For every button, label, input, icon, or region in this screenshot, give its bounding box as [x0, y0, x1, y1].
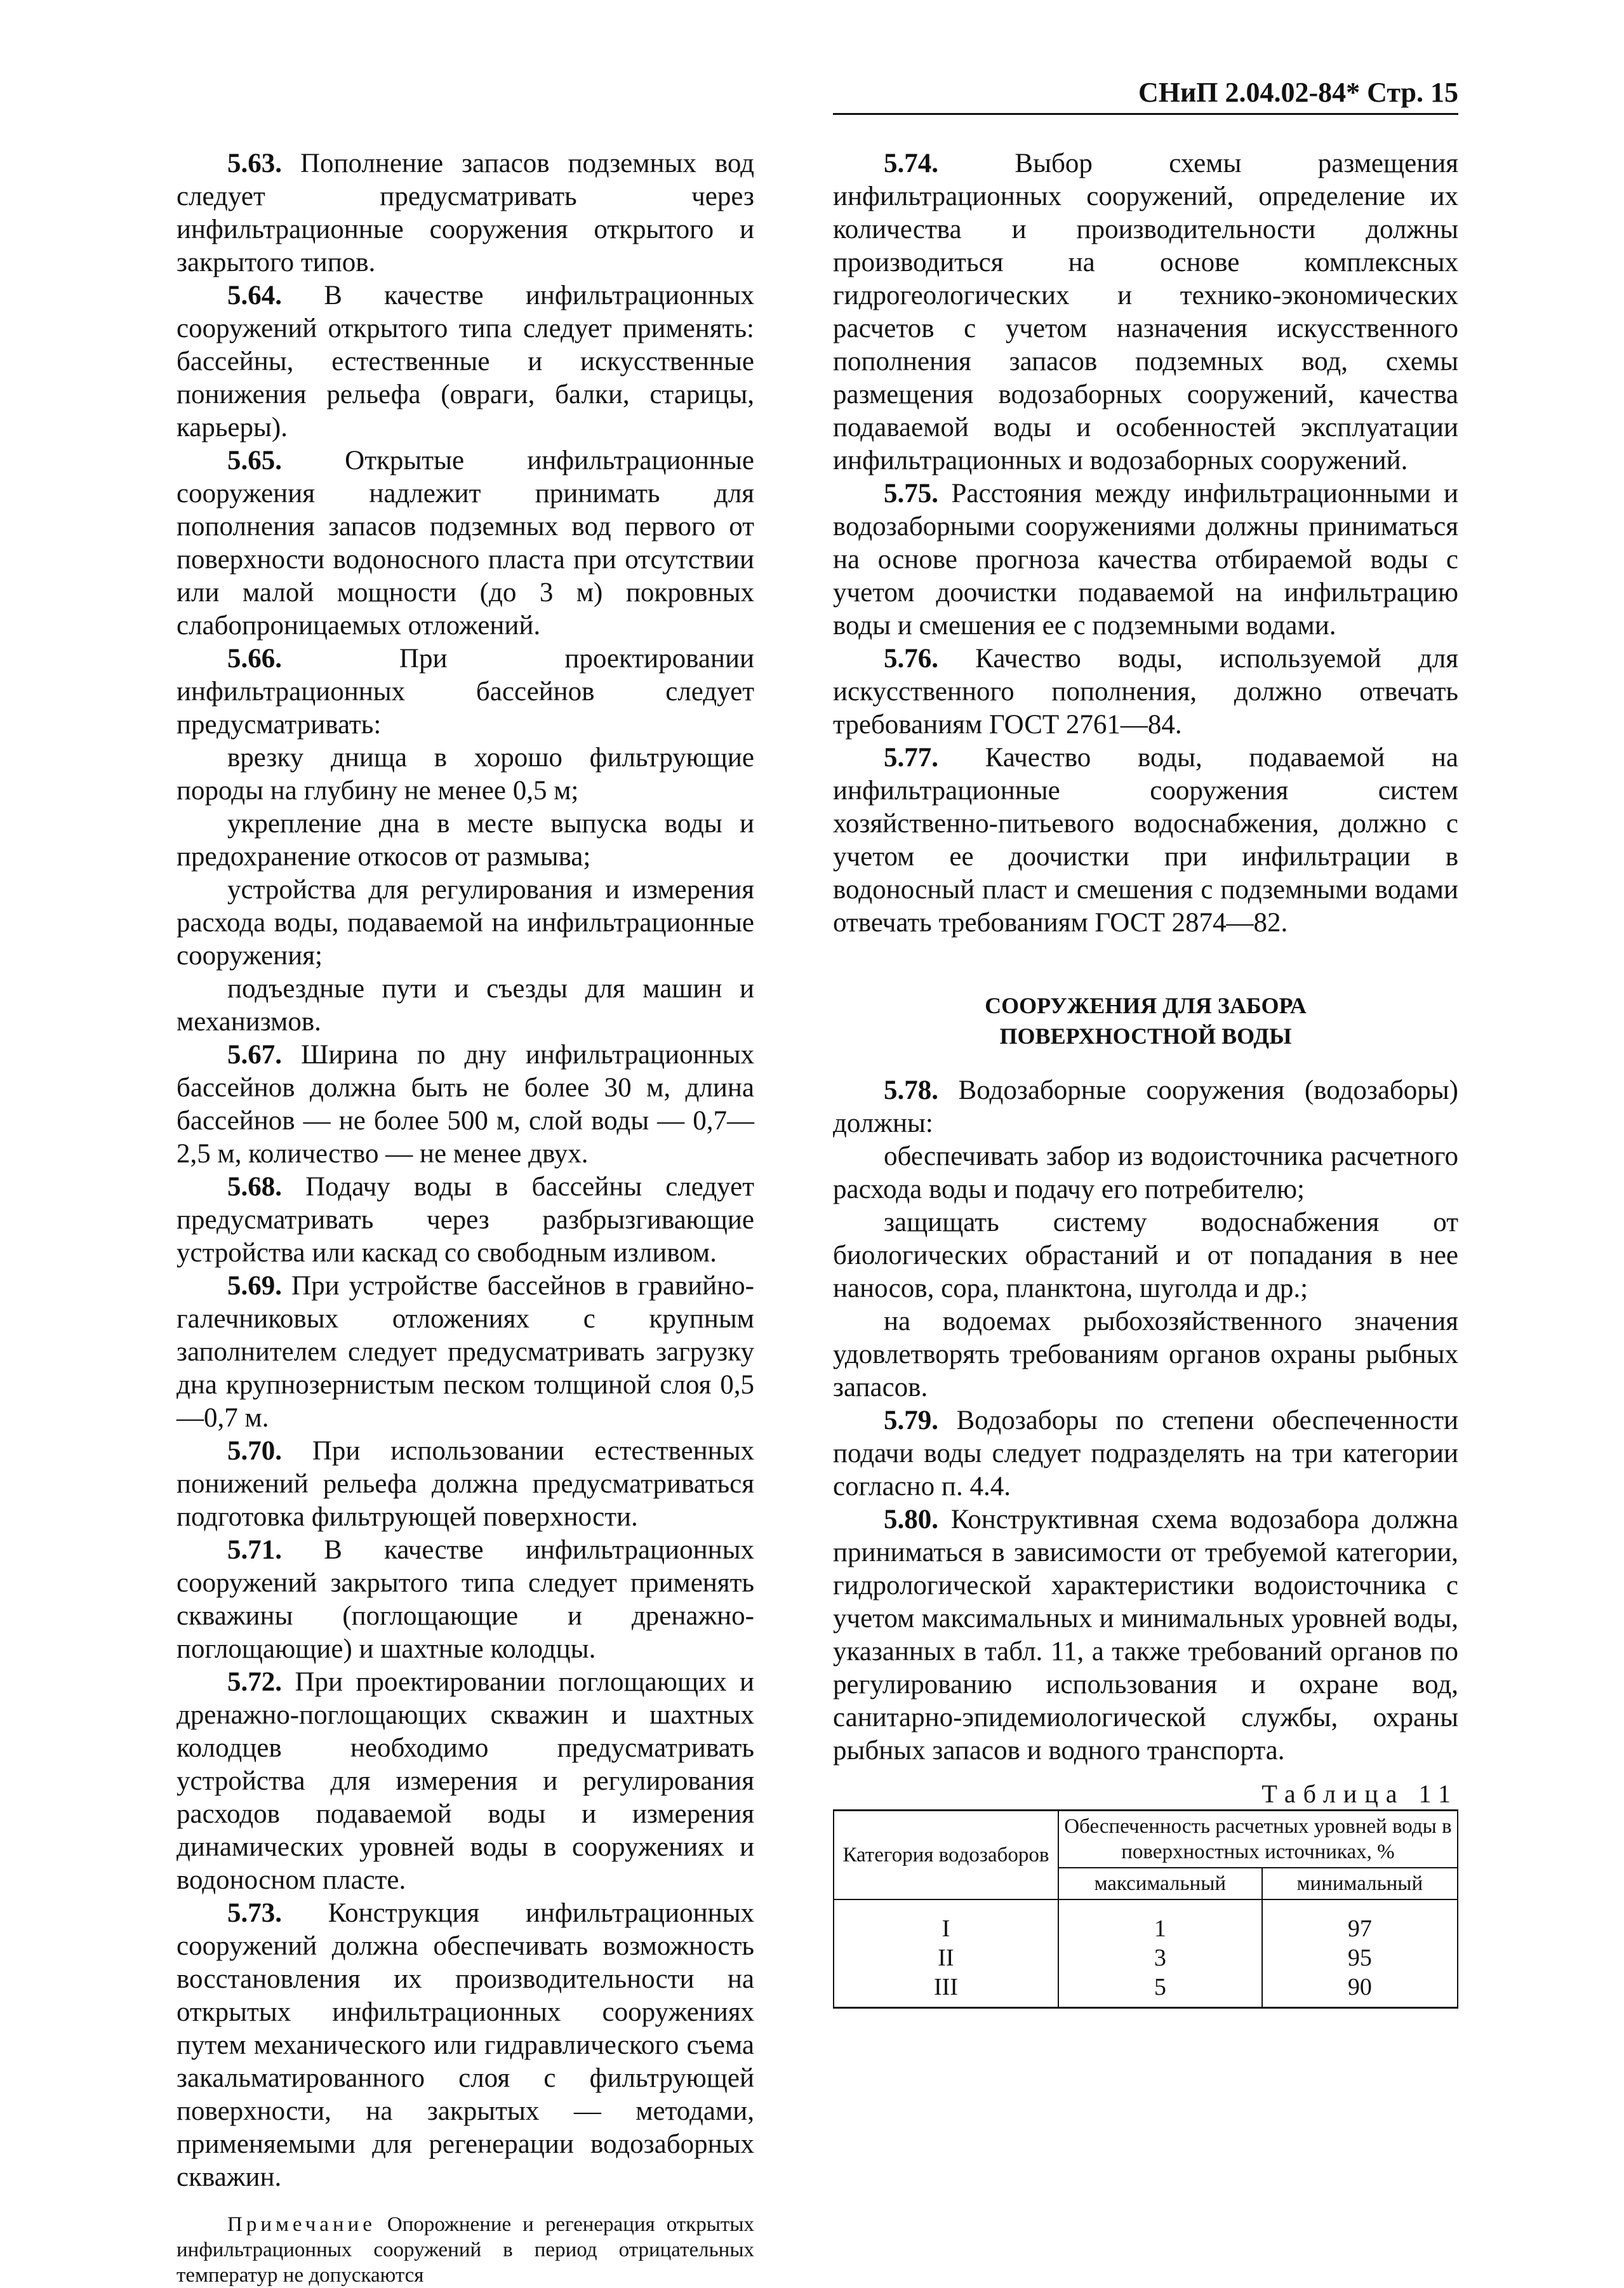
clause-text: Ширина по дну инфильтрационных бассейнов должна быть не более 30 м, длина бассейнов — не более 500 м, слой воды — 0,7—2,5 м, количество — не менее двух. — [176, 1040, 754, 1169]
list-item — [833, 1140, 1458, 1206]
table-row — [834, 1972, 1458, 2008]
clause-paragraph — [176, 1666, 754, 1897]
clause-number: 5.76. — [884, 644, 938, 674]
list-item — [833, 1305, 1458, 1404]
clause-number: 5.77. — [884, 743, 938, 773]
clause-number: 5.73. — [227, 1898, 282, 1928]
clause-number: 5.79. — [884, 1406, 938, 1435]
table-cell-max: 5 — [1058, 1972, 1262, 2008]
clause-paragraph — [176, 444, 754, 642]
clause-text: на водоемах рыбохозяйственного значения удовлетворять требованиям органов охраны рыбных запасов. — [833, 1307, 1458, 1402]
right-column — [833, 147, 1458, 2009]
list-item — [176, 874, 754, 973]
clause-text: укрепление дна в месте выпуска воды и предохранение откосов от размыва; — [176, 809, 754, 872]
clause-text: При проектировании инфильтрационных бассейнов следует предусматривать: — [176, 644, 754, 740]
list-item — [176, 808, 754, 874]
clause-text: Качество воды, используемой для искусственного пополнения, должно отвечать требованиям ГОСТ 2761—84. — [833, 644, 1458, 740]
clause-paragraph — [833, 742, 1458, 940]
clause-number: 5.68. — [227, 1172, 282, 1202]
clause-text: Пополнение запасов подземных вод следует предусматривать через инфильтрационные сооружения открытого и закрытого типов. — [176, 149, 754, 277]
clause-text: врезку днища в хорошо фильтрующие породы на глубину не менее 0,5 м; — [176, 743, 754, 806]
list-item — [833, 1206, 1458, 1305]
clause-paragraph — [176, 1897, 754, 2194]
clause-text: Открытые инфильтрационные сооружения надлежит принимать для пополнения запасов подземных вод первого от поверхности водоносного пласта при отсутствии или малой мощности (до 3 м) покровных слабопроницаемых отложений. — [176, 446, 754, 641]
clause-text: В качестве инфильтрационных сооружений открытого типа следует применять: бассейны, естественные и искусственные понижения рельефа (овраги, балки, старицы, карьеры). — [176, 281, 754, 442]
clause-number: 5.72. — [227, 1667, 282, 1697]
table-cell-max: 1 — [1058, 1899, 1262, 1943]
table-cell-category: II — [834, 1943, 1058, 1972]
table-row — [834, 1899, 1458, 1943]
clause-text: защищать систему водоснабжения от биологических обрастаний и от попадания в нее наносов, сора, планктона, шуголда и др.; — [833, 1207, 1458, 1303]
table-cell-min: 97 — [1262, 1899, 1458, 1943]
clause-number: 5.74. — [884, 149, 938, 178]
clause-text: Качество воды, подаваемой на инфильтрационные сооружения систем хозяйственно-питьевого водоснабжения, должно с учетом ее доочистки при инфильтрации в водоносный пласт и смешения с подземными водами отвечать требованиям ГОСТ 2874—82. — [833, 743, 1458, 938]
table-header-min: минимальный — [1262, 1868, 1458, 1899]
table-caption: Таблица 11 — [1261, 1779, 1458, 1808]
clause-number: 5.80. — [884, 1505, 938, 1534]
clause-text: В качестве инфильтрационных сооружений закрытого типа следует применять скважины (поглощающие и дренажно-поглощающие) и шахтные колодцы. — [176, 1535, 754, 1664]
table-cell-min: 90 — [1262, 1972, 1458, 2008]
clause-paragraph — [176, 1534, 754, 1666]
clause-number: 5.69. — [227, 1271, 282, 1301]
left-column-body — [176, 147, 754, 2194]
clause-paragraph — [833, 642, 1458, 742]
clause-paragraph — [833, 147, 1458, 477]
clause-number: 5.64. — [227, 281, 282, 310]
list-item — [176, 742, 754, 808]
clause-text: Водозаборные сооружения (водозаборы) должны: — [833, 1075, 1458, 1138]
clause-text: Подачу воды в бассейны следует предусматривать через разбрызгивающие устройства или каскад со свободным изливом. — [176, 1172, 754, 1268]
table-row — [834, 1943, 1458, 1972]
note-text: Опорожнение и регенерация открытых инфильтрационных сооружений в период отрицательных температур не допускаются — [176, 2213, 754, 2287]
page-header: СНиП 2.04.02-84* Стр. 15 — [833, 75, 1458, 115]
clause-number: 5.65. — [227, 446, 282, 476]
clause-paragraph — [176, 642, 754, 742]
clause-paragraph — [176, 1039, 754, 1171]
left-column — [176, 147, 754, 2288]
clause-number: 5.70. — [227, 1436, 282, 1466]
clause-number: 5.71. — [227, 1535, 282, 1565]
table-header-group: Обеспеченность расчетных уровней воды в поверхностных источниках, % — [1058, 1811, 1458, 1868]
clause-paragraph — [176, 147, 754, 279]
clause-paragraph — [176, 279, 754, 444]
clause-text: подъездные пути и съезды для машин и механизмов. — [176, 974, 754, 1037]
note-label: Примечание — [227, 2213, 376, 2236]
table-header-category: Категория водозаборов — [834, 1811, 1058, 1900]
table-cell-min: 95 — [1262, 1943, 1458, 1972]
clause-text: Конструкция инфильтрационных сооружений должна обеспечивать возможность восстановления их производительности на открытых инфильтрационных сооружениях путем механического или гидравлического съема закальматированного слоя с фильтрующей поверхности, на закрытых — методами, применяемыми для регенерации водозаборных скважин. — [176, 1898, 754, 2192]
clause-text: При использовании естественных понижений рельефа должна предусматриваться подготовка фильтрующей поверхности. — [176, 1436, 754, 1532]
right-column-body-2 — [833, 1074, 1458, 1767]
table-header-max: максимальный — [1058, 1868, 1262, 1899]
list-item — [176, 973, 754, 1039]
clause-number: 5.75. — [884, 479, 938, 509]
clause-number: 5.78. — [884, 1075, 938, 1105]
clause-text: При устройстве бассейнов в гравийно-галечниковых отложениях с крупным заполнителем следует предусматривать загрузку дна крупнозернистым песком толщиной слоя 0,5—0,7 м. — [176, 1271, 754, 1433]
clause-paragraph — [833, 1074, 1458, 1140]
clause-paragraph — [833, 1404, 1458, 1503]
right-column-body — [833, 147, 1458, 940]
clause-paragraph — [176, 1270, 754, 1435]
section-heading-line-2: ПОВЕРХНОСТНОЙ ВОДЫ — [999, 1023, 1292, 1049]
clause-text: устройства для регулирования и измерения расхода воды, подаваемой на инфильтрационные сооружения; — [176, 875, 754, 971]
table-cell-category: III — [834, 1972, 1058, 2008]
table-11 — [833, 1809, 1458, 2009]
clause-text: обеспечивать забор из водоисточника расчетного расхода воды и подачу его потребителю; — [833, 1141, 1458, 1204]
table-cell-max: 3 — [1058, 1943, 1262, 1972]
clause-text: Водозаборы по степени обеспеченности подачи воды следует подразделять на три категории согласно п. 4.4. — [833, 1406, 1458, 1501]
clause-text: Конструктивная схема водозабора должна приниматься в зависимости от требуемой категории, гидрологической характеристики водоисточника с учетом максимальных и минимальных уровней воды, указанных в табл. 11, а также требований органов по регулированию использования и охране вод, санитарно-эпидемиологической службы, охраны рыбных запасов и водного транспорта. — [833, 1505, 1458, 1766]
clause-number: 5.63. — [227, 149, 282, 178]
clause-paragraph — [833, 1503, 1458, 1767]
clause-number: 5.66. — [227, 644, 282, 674]
section-heading — [833, 990, 1458, 1051]
clause-number: 5.67. — [227, 1040, 282, 1070]
note — [176, 2212, 754, 2288]
table-cell-category: I — [834, 1899, 1058, 1943]
section-heading-line-1: СООРУЖЕНИЯ ДЛЯ ЗАБОРА — [985, 993, 1307, 1018]
clause-text: Расстояния между инфильтрационными и водозаборными сооружениями должны приниматься на основе прогноза качества отбираемой воды с учетом доочистки подаваемой на инфильтрацию воды и смешения ее с подземными водами. — [833, 479, 1458, 641]
clause-text: Выбор схемы размещения инфильтрационных сооружений, определение их количества и производительности должны производиться на основе комплексных гидрогеологических и технико-экономических расчетов с учетом назначения искусственного пополнения запасов подземных вод, схемы размещения водозаборных сооружений, качества подаваемой воды и особенностей эксплуатации инфильтрационных и водозаборных сооружений. — [833, 149, 1458, 476]
clause-paragraph — [176, 1171, 754, 1270]
clause-text: При проектировании поглощающих и дренажно-поглощающих скважин и шахтных колодцев необходимо предусматривать устройства для измерения и регулирования расходов подаваемой воды и измерения динамических уровней воды в сооружениях и водоносном пласте. — [176, 1667, 754, 1895]
clause-paragraph — [833, 477, 1458, 642]
clause-paragraph — [176, 1435, 754, 1534]
